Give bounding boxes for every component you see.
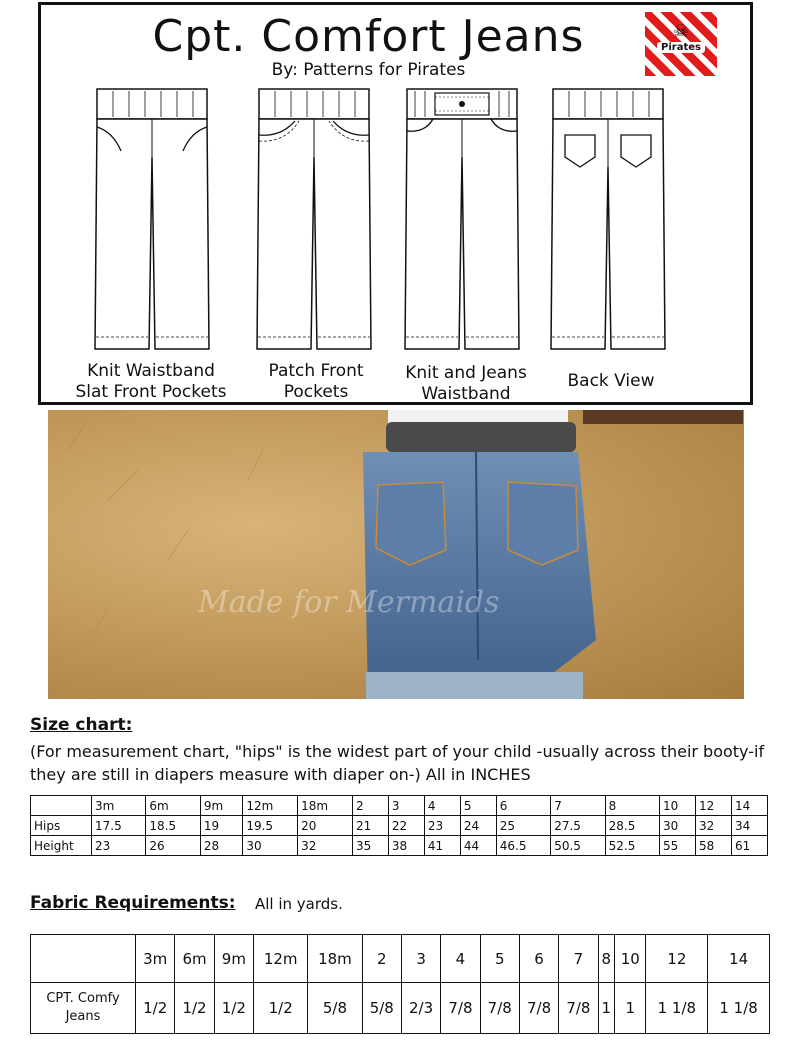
view-label-patch-front: Patch Front Pockets bbox=[268, 361, 364, 402]
table-row: 3m 6m 9m 12m 18m 2 3 4 5 6 7 8 10 12 14 bbox=[31, 935, 770, 983]
view-label-knit-jeans-waistband: Knit and Jeans Waistband bbox=[405, 363, 527, 404]
size-chart-heading: Size chart: bbox=[30, 715, 133, 735]
child-wearing-jeans-photo bbox=[48, 410, 744, 699]
view-label-back: Back View bbox=[567, 371, 655, 391]
fabric-requirements-heading: Fabric Requirements: bbox=[30, 893, 236, 913]
fabric-requirements-table bbox=[30, 934, 770, 1034]
table-row: CPT. Comfy Jeans 1/2 1/2 1/2 1/2 5/8 5/8 2/3 7/8 7/8 7/8 7/8 1 1 1 1/8 1 1/8 bbox=[31, 983, 770, 1034]
size-chart-table bbox=[30, 795, 768, 856]
table-row: Hips 17.5 18.5 19 19.5 20 21 22 23 24 25 27.5 28.5 30 32 34 bbox=[31, 816, 768, 836]
byline: By: Patterns for Pirates bbox=[271, 60, 466, 80]
pattern-header-panel bbox=[38, 2, 753, 405]
page-title: Cpt. Comfort Jeans bbox=[152, 11, 585, 62]
jeans-front-button-waistband-drawing bbox=[403, 87, 523, 357]
size-chart-intro: (For measurement chart, "hips" is the widest part of your child -usually across their booty-if they are still in diapers measure with diaper on-) All in INCHES bbox=[30, 742, 765, 784]
view-label-knit-waistband: Knit Waistband Slat Front Pockets bbox=[75, 361, 227, 402]
jeans-back-view-drawing bbox=[549, 87, 669, 357]
skull-icon: ☠ bbox=[672, 21, 690, 42]
jeans-front-slant-pockets-drawing bbox=[93, 87, 213, 357]
table-row: Height 23 26 28 30 32 35 38 41 44 46.5 50.5 52.5 55 58 61 bbox=[31, 836, 768, 856]
table-row: 3m 6m 9m 12m 18m 2 3 4 5 6 7 8 10 12 14 bbox=[31, 796, 768, 816]
patterns-for-pirates-logo: ☠ Pirates bbox=[645, 12, 717, 76]
fabric-units-note: All in yards. bbox=[255, 895, 343, 913]
jeans-front-patch-pockets-drawing bbox=[255, 87, 375, 357]
photo-watermark: Made for Mermaids bbox=[198, 585, 500, 620]
